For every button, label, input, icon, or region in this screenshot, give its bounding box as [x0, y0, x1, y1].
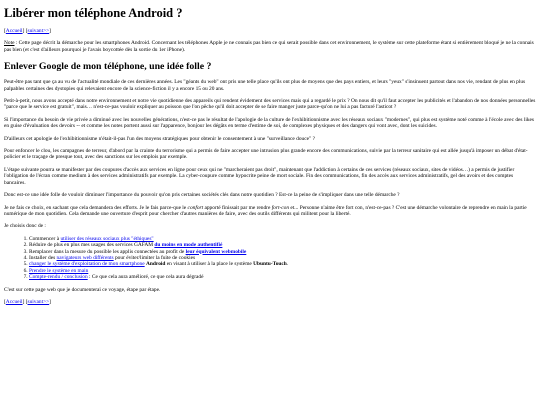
note-paragraph	[4, 40, 536, 53]
nav-separator: ] [	[22, 298, 28, 305]
step-link-system[interactable]: Prendre le système en main	[29, 267, 89, 274]
paragraph: Donc est-ce une idée folle de vouloir diminuer l'importance du pouvoir qu'on pris certaines sociétés clés dans notre quotidien ? Est-ce la peine de s'impliquer dans une telle démarche ?	[4, 192, 400, 199]
step-text: Installer des	[29, 254, 57, 261]
paragraph: Si l'importance du besoin de vie privée a diminué avec les nouvelles générations, n'est-ce pas le résultat de l'apologie de la culture de l'exhibitionnisme avec les réseaux sociaux "modernes", qui plus est système noté comme à l'école avec des likes en guise d'évaluation des devoirs -- et comme les notes portent aussi sur l'apparence, bonjour les dégâts en terme d'estime de soi, de complexes physiques et des dangers qui vont avec, dont les suicides.	[4, 116, 535, 130]
choice-emphasis: fort-con	[271, 204, 290, 211]
section-title: Enlever Google de mon téléphone, une idée folle ?	[4, 61, 212, 73]
paragraph: D'ailleurs cet apologie de l'exhibitionnisme n'était-il-pas l'un des moyens stratégiques pour obtenir le consentement à une "surveillance douce" ?	[4, 135, 315, 142]
nav-bracket: ]	[49, 28, 51, 34]
step-text: : Ce que cela aura amélioré, ce que cela aura dégradé	[87, 274, 204, 281]
nav-bracket: [	[4, 28, 6, 34]
paragraph: Petit-à-petit, nous avons accepté dans notre environnement et notre vie quotidienne des appareils qui rendent évidement des services mais qui a regardé le prix ? On nous dit qu'il faut accepter les publicités et l'abandon de nos données personnelles "parce que le service est gratuit", mais… n'est-ce-pas vouloir expliquer au poisson que l'on pêche qu'il doit accepter de se faire manger juste parce-qu'on ne lui a pas facturé l'asticot ?	[4, 98, 536, 111]
choice-text: et... Personne n'aime être fort con, n'est-ce-pas ? C'est une démarche volontaire de reprendre en main la partie numérique de mon quotidien. Cela demande une ouverture d'esprit pour chercher d'autres manières de faire, avec des outils différents qui militent pour la liberté.	[4, 204, 527, 217]
step-text: pour éviter/limiter la fuite de cookies	[113, 254, 196, 261]
step-link-social[interactable]: utiliser des réseaux sociaux plus "éthiques"	[60, 235, 154, 242]
step-text: .	[286, 261, 289, 268]
step-link-conclusion[interactable]: Compte-rendu / conclusion	[29, 274, 88, 281]
nav-bracket: ]	[49, 298, 51, 305]
note-text: : Cette page décrit la démarche pour les smartphones Android. Concernant les téléphones Apple je ne connais pas bien ce qui serait possible dans cet environnement, le système sur cette plateforme étant si entièrement bloqué je ne la connais pas bien (et c'est d'ailleurs pourquoi je l'avais boycottée dès la sortie du 1er iPhone).	[4, 40, 534, 53]
step-text: Commencer à	[29, 235, 61, 242]
steps-list	[4, 236, 536, 281]
step-link-webmobile[interactable]: leur équivalent webmobile	[185, 248, 247, 255]
nav-home-link[interactable]: Accueil	[5, 28, 23, 34]
paragraph: Peut-être pas tant que ça au vu de l'actualité mondiale de ces dernières années. Les "géants du web" ont pris une telle place qu'ils ont plus de moyens que des pays entiers, et leurs "yeux" s'insinuent partout dans nos vie, rendant de plus en plus palpables certaines des dystopies qui relevaient encore de la science-fiction il y a encore 15 ou 20 ans.	[4, 79, 526, 92]
list-intro: Je choisis donc de :	[4, 223, 46, 230]
nav-home-link[interactable]: Accueil	[5, 298, 23, 305]
nav-bracket: [	[4, 298, 6, 305]
choice-paragraph	[4, 205, 536, 218]
list-item	[29, 274, 536, 280]
nav-separator: ] [	[22, 28, 28, 34]
choice-text: apporté finissait par me rendre	[203, 204, 272, 211]
step-text: Réduire de plus en plus mes usages des services GAFAM	[29, 242, 155, 249]
paragraph: L'étape suivante pourra se manifester par des coupures d'accès aux services en ligne pour ceux qui ne "marcheraient pas droit", maintenant que l'addiction à certains de ces services (réseaux sociaux, sites de vidéos…) a permis de justifier l'obligation de l'écran comme medium à des services administratifs par exemple. La cyber-coupure comme hypocrite peine de mort sociale. Fin des communications, fin des accès aux services administratifs, gel des avoirs et des comptes bancaires.	[4, 166, 515, 186]
page-title: Libérer mon téléphone Android ?	[4, 6, 183, 20]
nav-next-link[interactable]: suivant>>	[27, 28, 50, 34]
bottom-nav	[4, 299, 536, 305]
step-link-os[interactable]: changer le système d'exploitation de mon smartphone	[29, 261, 145, 268]
closing-paragraph: C'est sur cette page web que je documenterai ce voyage, étape par étape.	[4, 286, 161, 293]
note-label: Note	[4, 40, 15, 47]
paragraph: Pour enfoncer le clou, les campagnes de terreur, d'abord par la crainte du terrorisme qui a permis de faire accepter une intrusion plus grande encore des communications, suivie par la terreur sanitaire qui est allée jusqu'à imposer un débat d'état-policier et le traçage de presque tout, avec des sanctions sur les emplois par exemple.	[4, 148, 528, 161]
step-link-browsers[interactable]: navigateurs web différents	[56, 254, 114, 261]
step-link-gafam[interactable]: du moins en mode authentifié	[154, 242, 223, 249]
step-text: en visant à utiliser à la place le système	[165, 261, 254, 268]
step-bold: Android	[146, 261, 166, 268]
choice-text: Je ne fais ce choix, en sachant que cela demandera des efforts. Je le fais parce-que le	[4, 204, 188, 211]
nav-next-link[interactable]: suivant>>	[27, 298, 50, 305]
step-bold: Ubuntu-Touch	[253, 261, 287, 268]
step-text: Remplacer dans la mesure du possible les applis connectées au profit de	[29, 248, 186, 255]
top-nav	[4, 28, 536, 34]
choice-emphasis: confort	[187, 204, 204, 211]
